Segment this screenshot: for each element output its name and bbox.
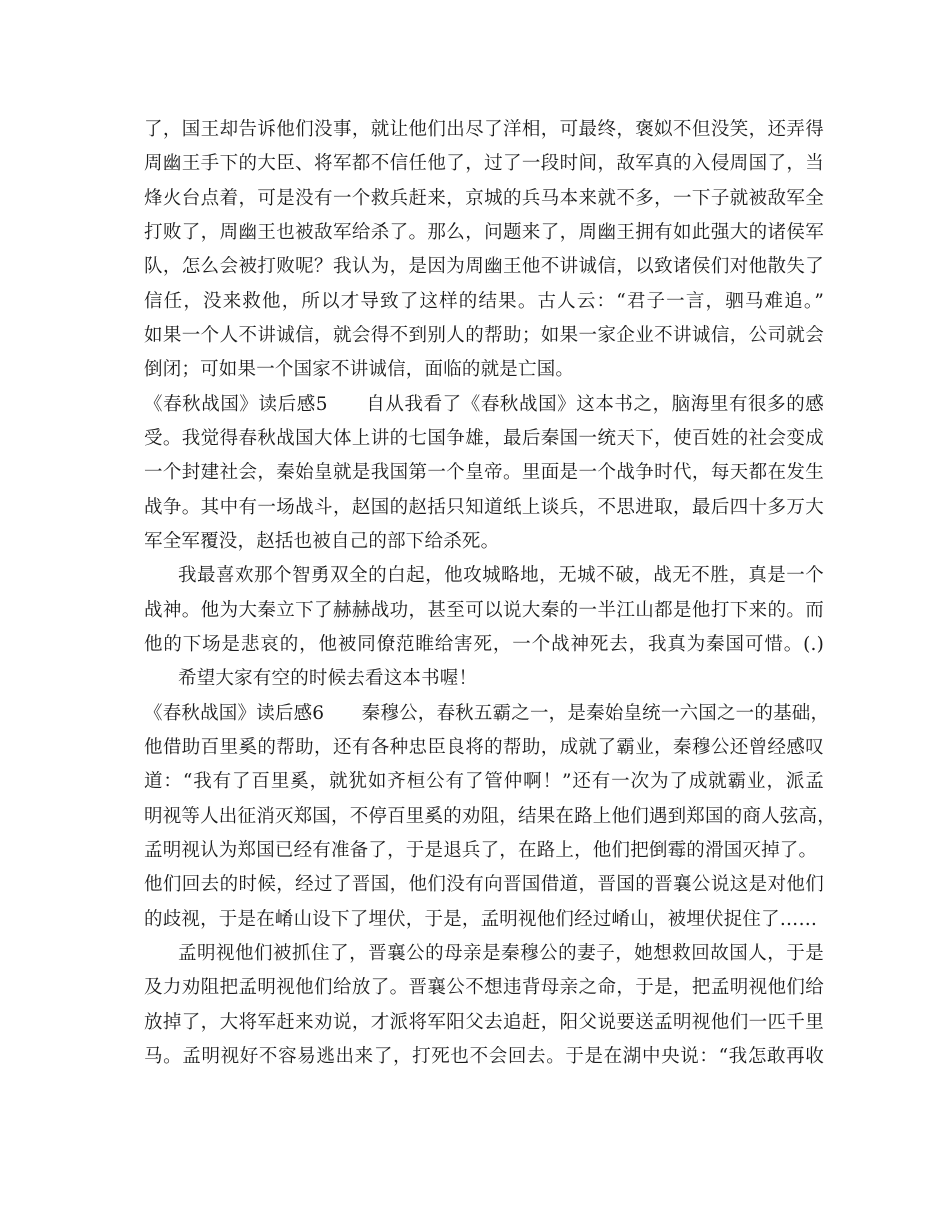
text-line: 烽火台点着，可是没有一个救兵赶来，京城的兵马本来就不多，一下子就被敌军全 [144, 188, 824, 209]
text-line: 队，怎么会被打败呢？我认为，是因为周幽王他不讲诚信，以致诸侯们对他散失了 [144, 256, 824, 277]
text-line: 道：“我有了百里奚，就犹如齐桓公有了管仲啊！”还有一次为了成就霸业，派孟 [144, 771, 824, 792]
section-heading-line: 《春秋战国》读后感6 秦穆公，春秋五霸之一，是秦始皇统一六国之一的基础， [144, 703, 830, 724]
text-line: 如果一个人不讲诚信，就会得不到别人的帮助；如果一家企业不讲诚信，公司就会 [144, 325, 824, 346]
text-line: 他借助百里奚的帮助，还有各种忠臣良将的帮助，成就了霸业，秦穆公还曾经感叹 [144, 737, 824, 758]
text-line: 希望大家有空的时候去看这本书喔！ [178, 668, 478, 689]
text-line: 受。我觉得春秋战国大体上讲的七国争雄，最后秦国一统天下，使百姓的社会变成 [144, 428, 824, 449]
text-line: 倒闭；可如果一个国家不讲诚信，面临的就是亡国。 [144, 359, 575, 380]
text-line: 他的下场是悲哀的，他被同僚范睢给害死，一个战神死去，我真为秦国可惜。(.) [144, 634, 824, 655]
section-heading-line: 《春秋战国》读后感5 自从我看了《春秋战国》这本书之，脑海里有很多的感 [144, 394, 824, 415]
text-line: 信任，没来救他，所以才导致了这样的结果。古人云：“君子一言，驷马难追。” [144, 291, 824, 312]
text-line: 周幽王手下的大臣、将军都不信任他了，过了一段时间，敌军真的入侵周国了，当 [144, 153, 824, 174]
text-line: 明视等人出征消灭郑国，不停百里奚的劝阻，结果在路上他们遇到郑国的商人弦高， [144, 806, 836, 827]
text-line: 了，国王却告诉他们没事，就让他们出尽了洋相，可最终，褒姒不但没笑，还弄得 [144, 119, 824, 140]
text-line: 战神。他为大秦立下了赫赫战功，甚至可以说大秦的一半江山都是他打下来的。而 [144, 600, 824, 621]
text-line: 及力劝阻把孟明视他们给放了。晋襄公不想违背母亲之命，于是，把孟明视他们给 [144, 977, 824, 998]
text-line: 放掉了，大将军赶来劝说，才派将军阳父去追赶，阳父说要送孟明视他们一匹千里 [144, 1012, 824, 1033]
text-line: 的歧视，于是在崤山设下了埋伏，于是，孟明视他们经过崤山，被埋伏捉住了…… [144, 909, 818, 930]
text-line: 他们回去的时候，经过了晋国，他们没有向晋国借道，晋国的晋襄公说这是对他们 [144, 874, 824, 895]
text-line: 军全军覆没，赵括也被自己的部下给杀死。 [144, 531, 500, 552]
text-line: 马。孟明视好不容易逃出来了，打死也不会回去。于是在湖中央说：“我怎敢再收 [144, 1046, 824, 1067]
text-line: 战争。其中有一场战斗，赵国的赵括只知道纸上谈兵，不思进取，最后四十多万大 [144, 497, 824, 518]
text-line: 一个封建社会，秦始皇就是我国第一个皇帝。里面是一个战争时代，每天都在发生 [144, 462, 824, 483]
text-line: 打败了，周幽王也被敌军给杀了。那么，问题来了，周幽王拥有如此强大的诸侯军 [144, 222, 824, 243]
text-line: 孟明视他们被抓住了，晋襄公的母亲是秦穆公的妻子，她想救回故国人，于是 [178, 943, 824, 964]
text-line: 孟明视认为郑国已经有准备了，于是退兵了，在路上，他们把倒霉的滑国灭掉了。 [144, 840, 818, 861]
text-line: 我最喜欢那个智勇双全的白起，他攻城略地，无城不破，战无不胜，真是一个 [178, 565, 824, 586]
